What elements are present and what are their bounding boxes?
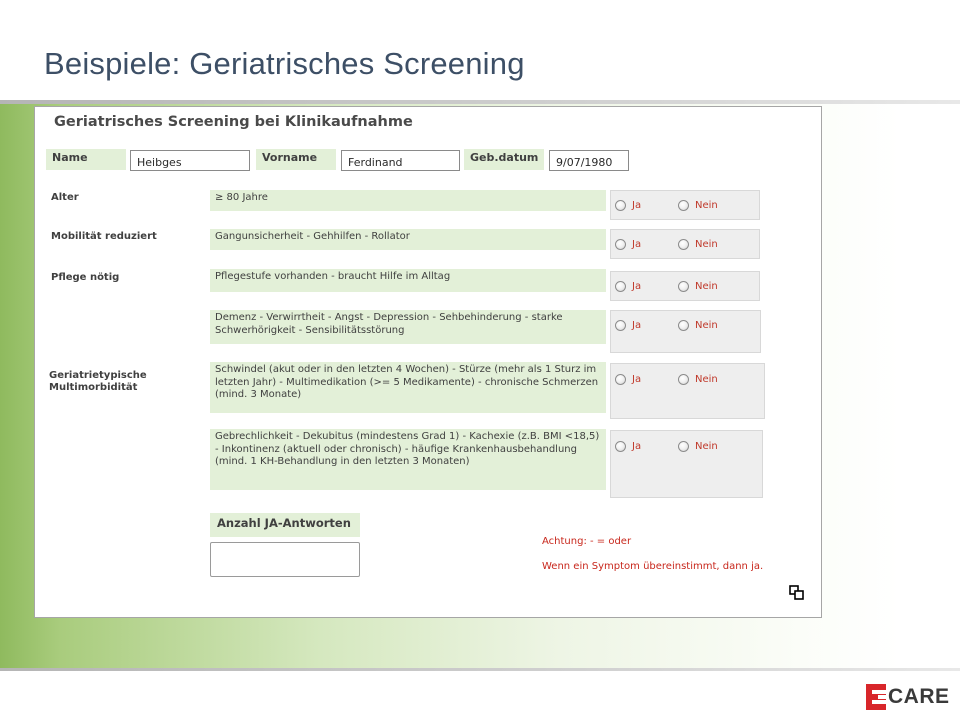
radio-nein-label: Nein: [695, 373, 718, 385]
form-heading: Geriatrisches Screening bei Klinikaufnahme: [54, 114, 413, 130]
radio-nein-circle[interactable]: [678, 281, 689, 292]
expand-icon[interactable]: [789, 585, 805, 601]
radio-nein[interactable]: [678, 439, 738, 453]
radio-nein-circle[interactable]: [678, 441, 689, 452]
screening-form: [34, 106, 822, 618]
gebdatum-label: Geb.datum: [464, 149, 544, 170]
divider-top: [0, 100, 960, 104]
radio-ja[interactable]: [615, 198, 675, 212]
radio-nein-circle[interactable]: [678, 239, 689, 250]
radio-nein-circle[interactable]: [678, 320, 689, 331]
radio-ja[interactable]: [615, 318, 675, 332]
radio-ja-circle[interactable]: [615, 374, 626, 385]
row-description: ≥ 80 Jahre: [210, 190, 606, 211]
note-or: Achtung: - = oder: [542, 536, 632, 547]
row-label-mobilitaet: Mobilität reduziert: [51, 231, 157, 242]
row-label-alter: Alter: [51, 192, 79, 203]
radio-ja-label: Ja: [632, 319, 642, 331]
row-label-pflege: Pflege nötig: [51, 272, 120, 283]
radio-group: [610, 430, 763, 498]
radio-nein-label: Nein: [695, 199, 718, 211]
radio-nein-circle[interactable]: [678, 374, 689, 385]
row-description: Demenz - Verwirrtheit - Angst - Depression - Sehbehinderung - starke Schwerhörigkeit - Sensibilitätsstörung: [210, 310, 606, 344]
radio-nein-label: Nein: [695, 319, 718, 331]
radio-nein[interactable]: [678, 198, 738, 212]
divider-bottom: [0, 668, 960, 671]
radio-nein-label: Nein: [695, 238, 718, 250]
radio-ja-circle[interactable]: [615, 281, 626, 292]
radio-ja[interactable]: [615, 237, 675, 251]
radio-group: [610, 190, 760, 220]
count-input[interactable]: [210, 542, 360, 577]
vorname-label: Vorname: [256, 149, 336, 170]
row-label-multimorbiditaet: Geriatrietypische Multimorbidität: [49, 370, 147, 393]
radio-ja-label: Ja: [632, 199, 642, 211]
radio-nein-label: Nein: [695, 280, 718, 292]
radio-ja-circle[interactable]: [615, 441, 626, 452]
radio-nein[interactable]: [678, 372, 738, 386]
ecare-logo: [866, 684, 950, 710]
e-logo-icon: [866, 684, 886, 710]
radio-nein-circle[interactable]: [678, 200, 689, 211]
slide-title: Beispiele: Geriatrisches Screening: [44, 46, 525, 81]
radio-ja-circle[interactable]: [615, 320, 626, 331]
radio-ja[interactable]: [615, 372, 675, 386]
radio-ja-label: Ja: [632, 238, 642, 250]
row-description: Gebrechlichkeit - Dekubitus (mindestens Grad 1) - Kachexie (z.B. BMI <18,5) - Inkontinenz (aktuell oder chronisch) - häufige Krankenhausbehandlung (mind. 1 KH-Behandlung in den letzten 3 Monaten): [210, 429, 606, 490]
count-label: Anzahl JA-Antworten: [210, 513, 360, 537]
radio-ja[interactable]: [615, 279, 675, 293]
logo-text: CARE: [888, 685, 950, 708]
row-description: Pflegestufe vorhanden - braucht Hilfe im Alltag: [210, 269, 606, 292]
row-description: Gangunsicherheit - Gehhilfen - Rollator: [210, 229, 606, 250]
radio-group: [610, 271, 760, 301]
radio-nein[interactable]: [678, 318, 738, 332]
note-symptom: Wenn ein Symptom übereinstimmt, dann ja.: [542, 561, 764, 572]
name-label: Name: [46, 149, 126, 170]
radio-group: [610, 310, 761, 353]
radio-ja-label: Ja: [632, 280, 642, 292]
radio-nein[interactable]: [678, 279, 738, 293]
radio-ja-label: Ja: [632, 440, 642, 452]
radio-group: [610, 229, 760, 259]
vorname-input[interactable]: [341, 150, 460, 171]
radio-ja-circle[interactable]: [615, 239, 626, 250]
radio-ja[interactable]: [615, 439, 675, 453]
radio-nein-label: Nein: [695, 440, 718, 452]
radio-group: [610, 363, 765, 419]
radio-ja-circle[interactable]: [615, 200, 626, 211]
radio-ja-label: Ja: [632, 373, 642, 385]
gebdatum-input[interactable]: [549, 150, 629, 171]
row-description: Schwindel (akut oder in den letzten 4 Wochen) - Stürze (mehr als 1 Sturz im letzten Jahr) - Multimedikation (>= 5 Medikamente) - chronische Schmerzen (mind. 3 Monate): [210, 362, 606, 413]
name-input[interactable]: [130, 150, 250, 171]
radio-nein[interactable]: [678, 237, 738, 251]
